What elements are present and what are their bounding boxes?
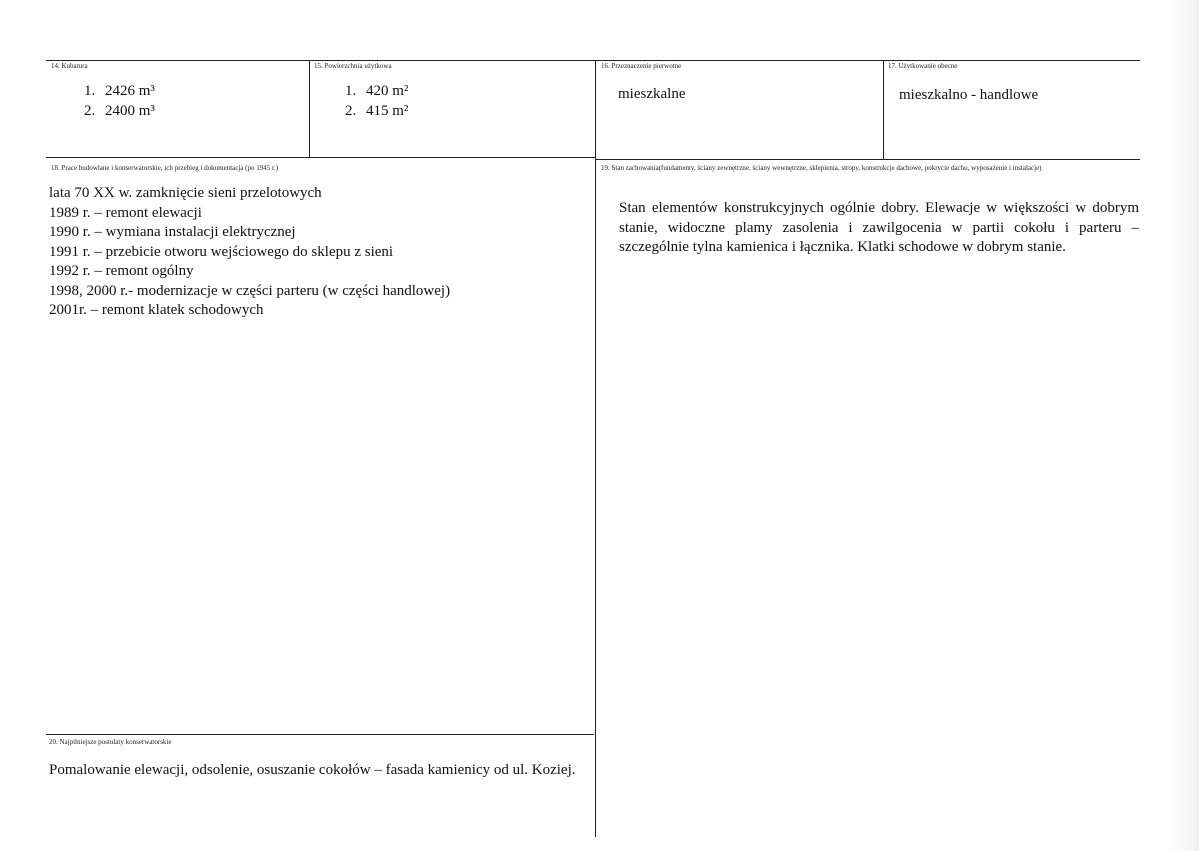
- field19-label: 19. Stan zachowania(fundamenty, ściany zewnętrzne, ściany wewnętrzne, sklepienia, stropy, konstrukcje dachowe, pokrycie dachu, wyposażenie i instalacje): [601, 164, 1042, 172]
- list-item: 1991 r. – przebicie otworu wejściowego do sklepu z sieni: [49, 243, 394, 260]
- divider-16-17: [883, 60, 884, 159]
- divider-15-16: [595, 60, 596, 837]
- field15-values: [345, 82, 408, 121]
- list-item: 1. 420 m²: [345, 83, 409, 99]
- field20-label: 20. Najpilniejsze postulaty konserwatorskie: [49, 738, 172, 746]
- list-item: 2. 2400 m³: [84, 102, 155, 119]
- field14-values: [84, 82, 155, 121]
- divider-14-15: [309, 60, 310, 158]
- field15-label: 15. Powierzchnia użytkowa: [314, 62, 392, 70]
- field18-label: 18. Prace budowlane i konserwatorskie, ich przebieg i dokumentacja (po 1945 r.): [51, 164, 279, 172]
- field18-lines: [49, 184, 450, 321]
- list-item: 1992 r. – remont ogólny: [49, 263, 194, 279]
- field14-label: 14. Kubatura: [51, 62, 88, 70]
- field20-text: Pomalowanie elewacji, odsolenie, osuszanie cokołów – fasada kamienicy od ul. Koziej.: [49, 762, 576, 778]
- field17-label: 17. Użytkowanie obecne: [888, 62, 958, 70]
- row1-bottom-rule: [46, 157, 596, 158]
- list-item: 2. 415 m²: [345, 102, 409, 119]
- field19-text: Stan elementów konstrukcyjnych ogólnie dobry. Elewacje w większości w dobrym stanie, widoczne plamy zasolenia i zawilgocenia w partii cokołu i parteru – szczególnie tylna kamienica i łącznika. Klatki schodowe w dobrym stanie.: [619, 200, 1139, 255]
- scan-edge-shadow: [1167, 0, 1199, 851]
- list-item: 1998, 2000 r.- modernizacje w części parteru (w części handlowej): [49, 282, 451, 299]
- list-item: 2001r. – remont klatek schodowych: [49, 302, 264, 318]
- list-item: 1989 r. – remont elewacji: [49, 204, 202, 221]
- top-rule: [46, 60, 1140, 61]
- list-item: lata 70 XX w. zamknięcie sieni przelotowych: [49, 185, 322, 201]
- field16-value: mieszkalne: [618, 86, 686, 102]
- row1-bottom-rule-right: [596, 159, 1140, 160]
- field17-value: mieszkalno - handlowe: [899, 87, 1039, 103]
- field16-label: 16. Przeznaczenie pierwotne: [601, 62, 682, 70]
- list-item: 1. 2426 m³: [84, 83, 155, 99]
- list-item: 1990 r. – wymiana instalacji elektrycznej: [49, 224, 296, 240]
- field20-top-rule: [46, 734, 594, 735]
